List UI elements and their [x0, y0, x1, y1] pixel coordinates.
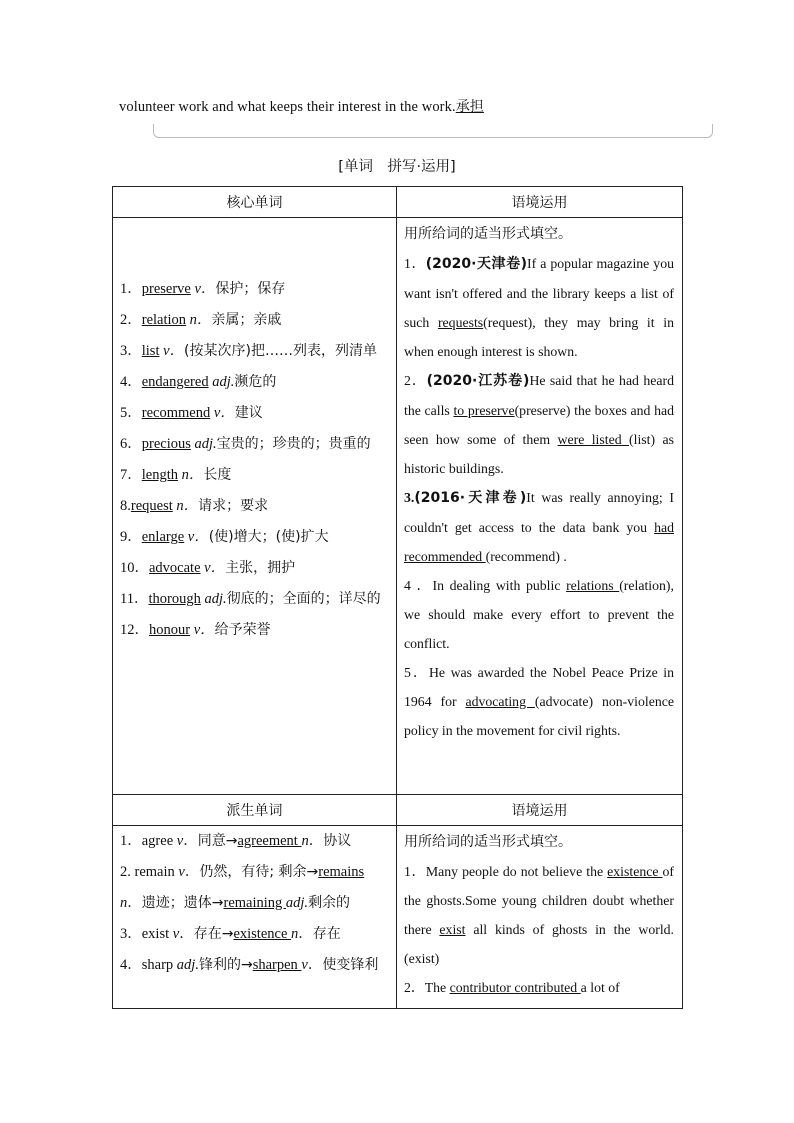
- answer2-1b: exist: [439, 922, 466, 937]
- header-derived-words: 派生单词: [113, 795, 397, 826]
- derived-words-cell: [113, 826, 397, 1009]
- core-word-answer: advocate: [149, 560, 201, 576]
- table2-body-row: [113, 826, 683, 1009]
- answer2-2b: contributed: [514, 980, 581, 995]
- core-word-item: 2．relation n．亲属；亲戚: [120, 312, 282, 328]
- core-word-answer: recommend: [141, 405, 211, 421]
- derived-item-3: 3．exist v．存在→existence n．存在: [120, 926, 341, 942]
- core-word-answer: precious: [141, 436, 191, 452]
- brace-divider: [153, 124, 713, 138]
- exercise-1: 1．(2020·天津卷)If a popular magazine you want isn't offered and the library keeps a list of such requests(request), they may bring it in when enough interest is shown.: [404, 256, 674, 359]
- header-core-words: 核心单词: [113, 187, 397, 218]
- core-word-item: 1．preserve v．保护；保存: [120, 281, 286, 297]
- context-use-cell-2: [397, 826, 683, 1009]
- core-word-item: 12．honour v．给予荣誉: [120, 622, 271, 638]
- core-word-answer: request: [130, 498, 173, 514]
- core-word-answer: list: [141, 343, 160, 359]
- table1-header-row: [113, 187, 683, 218]
- exercise2-2: 2．The contributor contributed a lot of: [404, 980, 620, 995]
- core-word-answer: preserve: [141, 281, 191, 297]
- exercise-4: 4 ．In dealing with public relations (relation), we should make every effort to prevent the conflict.: [404, 578, 674, 651]
- top-sentence-text: volunteer work and what keeps their interest in the work.: [119, 99, 456, 115]
- instruction-2: 用所给词的适当形式填空。: [404, 834, 572, 850]
- core-word-item: 10．advocate v．主张，拥护: [120, 560, 296, 576]
- derived-item-1: 1．agree v．同意→agreement n．协议: [120, 833, 352, 849]
- header-context-use-1: 语境运用: [397, 187, 683, 218]
- core-word-item: 11．thorough adj.彻底的；全面的；详尽的: [120, 591, 381, 607]
- core-word-answer: thorough: [148, 591, 201, 607]
- core-word-answer: length: [141, 467, 178, 483]
- table1-body-row: [113, 218, 683, 795]
- exercise2-1: 1．Many people do not believe the existence of the ghosts.Some young children doubt whether there exist all kinds of ghosts in the world.(exist): [404, 864, 674, 966]
- core-word-item: 7．length n．长度: [120, 467, 232, 483]
- context-use-cell-1: [397, 218, 683, 795]
- core-word-answer: relation: [141, 312, 187, 328]
- core-word-item: 9．enlarge v．(使)增大；(使)扩大: [120, 529, 329, 545]
- derived-item-4: 4．sharp adj.锋利的→sharpen v．使变锋利: [120, 957, 379, 973]
- exercise-5: 5．He was awarded the Nobel Peace Prize in 1964 for advocating (advocate) non-violence policy in the movement for civil rights.: [404, 665, 674, 738]
- core-word-answer: honour: [149, 622, 191, 638]
- section-title: [单词 拼写·运用]: [338, 159, 456, 175]
- core-word-answer: enlarge: [141, 529, 185, 545]
- answer-2a: to preserve: [453, 403, 515, 418]
- answer2-2a: contributor: [449, 980, 515, 995]
- core-word-item: 6．precious adj.宝贵的；珍贵的；贵重的: [120, 436, 371, 452]
- answer-2b: were listed: [557, 432, 630, 447]
- core-word-list: [120, 274, 390, 646]
- answer-4: relations: [566, 578, 620, 593]
- core-word-item: 8.request n．请求；要求: [120, 498, 269, 514]
- answer-3: had recommended: [404, 520, 674, 564]
- core-word-item: 3．list v．(按某次序)把……列表，列清单: [120, 343, 377, 359]
- answer-5: advocating: [465, 694, 535, 709]
- table2-header-row: [113, 795, 683, 826]
- answer2-1a: existence: [607, 864, 663, 879]
- answer-1: requests: [437, 315, 484, 330]
- core-word-item: 4．endangered adj.濒危的: [120, 374, 277, 390]
- core-words-cell: [113, 218, 397, 795]
- exercise-3: 3.(2016·天津卷)It was really annoying; I couldn't get access to the data bank you had recommended (recommend) .: [404, 490, 674, 564]
- top-sentence: [119, 96, 484, 116]
- vocabulary-table: [112, 186, 683, 1009]
- exercise-2: 2．(2020·江苏卷)He said that he had heard the calls to preserve(preserve) the boxes and had seen how some of them were listed (list) as historic buildings.: [404, 373, 674, 476]
- top-sentence-answer: 承担: [455, 99, 484, 115]
- instruction-1: 用所给词的适当形式填空。: [404, 226, 572, 242]
- derived-item-2: 2. remain v．仍然，有待; 剩余→remains n．遗迹；遗体→remaining adj.剩余的: [120, 864, 365, 911]
- core-word-answer: endangered: [141, 374, 209, 390]
- core-word-item: 5．recommend v．建议: [120, 405, 263, 421]
- header-context-use-2: 语境运用: [397, 795, 683, 826]
